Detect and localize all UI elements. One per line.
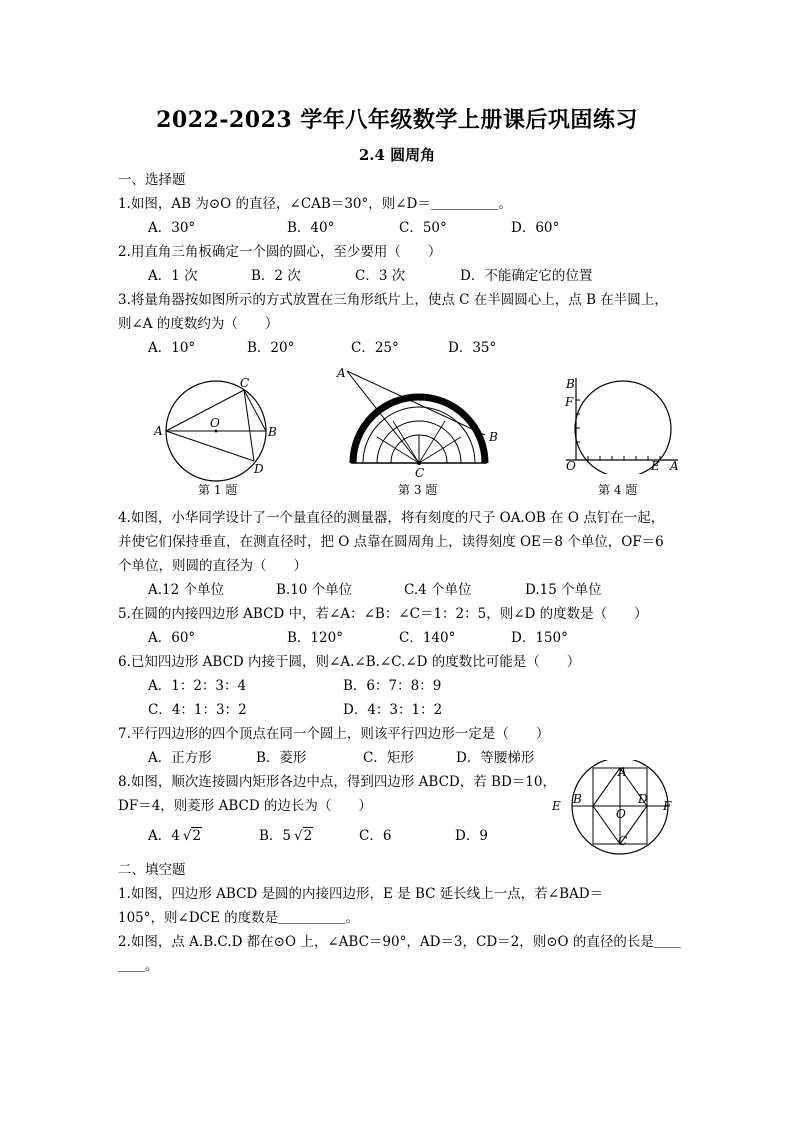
fill-question-2-line-1: 2.如图，点 A.B.C.D 都在⊙O 上，∠ABC＝90°，AD＝3，CD＝2，则⊙O 的直径的长是＿＿	[118, 934, 681, 950]
fig1-label-d: D	[254, 462, 264, 476]
section-heading-fill: 二、填空题	[118, 862, 186, 878]
q3-option-a: A．10°	[148, 340, 196, 356]
q2-option-c: C．3 次	[355, 268, 406, 284]
q3-option-d: D．35°	[448, 340, 497, 356]
fig1-label-b: B	[268, 425, 277, 439]
q8-option-c: C．6	[359, 828, 392, 844]
fig1-label-a: A	[154, 424, 163, 438]
fig4-label-o: O	[566, 459, 576, 473]
q5-option-c: C．140°	[399, 630, 456, 646]
q7-option-a: A．正方形	[148, 750, 212, 766]
q2-option-a: A．1 次	[148, 268, 198, 284]
fig3-label-b: B	[489, 430, 498, 444]
q5-option-a: A．60°	[148, 630, 196, 646]
q7-option-c: C．矩形	[363, 750, 414, 766]
figure-3-caption: 第 3 题	[398, 483, 438, 497]
fig8-label-d: D	[638, 792, 648, 806]
fig8-label-c: C	[618, 834, 628, 848]
fig1-label-o: O	[210, 416, 220, 430]
figure-8-rhombus-diagram	[548, 760, 678, 860]
q2-option-d: D．不能确定它的位置	[460, 268, 593, 284]
fig1-label-c: C	[240, 376, 250, 390]
q5-option-d: D．150°	[511, 630, 568, 646]
question-7: 7.平行四边形的四个顶点在同一个圆上，则该平行四边形一定是（ ）	[118, 726, 550, 742]
question-4-line-2: 并使它们保持垂直，在测直径时，把 O 点靠在圆周角上，读得刻度 OE＝8 个单位，OF＝6	[118, 534, 664, 550]
fill-question-2-line-2: ＿＿。	[118, 958, 159, 974]
q8-option-a-radicand: 2	[192, 828, 202, 844]
fig8-label-b: B	[573, 792, 582, 806]
fig4-label-b: B	[566, 377, 575, 391]
q1-option-d: D．60°	[511, 220, 560, 236]
figure-1-circle-diagram	[150, 375, 280, 485]
question-3-line-2: 则∠A 的度数约为（ ）	[118, 316, 279, 332]
q1-option-c: C．50°	[399, 220, 447, 236]
question-8-line-2: DF＝4，则菱形 ABCD 的边长为（ ）	[118, 798, 372, 814]
q4-option-c: C.4 个单位	[404, 582, 472, 598]
q5-option-b: B．120°	[287, 630, 343, 646]
q6-option-c: C．4：1：3：2	[148, 702, 247, 718]
q8-option-b-radicand: 2	[303, 828, 313, 844]
page-title: 2022-2023 学年八年级数学上册课后巩固练习	[156, 107, 638, 133]
fig4-label-a: A	[670, 459, 679, 473]
fig8-label-e: E	[552, 799, 561, 813]
fig3-label-a: A	[337, 366, 346, 380]
q4-option-d: D.15 个单位	[525, 582, 602, 598]
fig8-label-o: O	[616, 807, 626, 821]
question-8-line-1: 8.如图，顺次连接圆内矩形各边中点，得到四边形 ABCD，若 BD＝10，	[118, 774, 556, 790]
fill-question-1-line-2: 105°，则∠DCE 的度数是＿＿＿＿＿。	[118, 910, 360, 926]
q8-option-b: B．5 √2	[259, 828, 313, 844]
q2-option-b: B．2 次	[251, 268, 301, 284]
q3-option-b: B．20°	[247, 340, 295, 356]
q4-option-a: A.12 个单位	[148, 582, 225, 598]
page-subtitle: 2.4 圆周角	[358, 146, 436, 164]
fig3-label-c: C	[415, 466, 425, 480]
figure-1-caption: 第 1 题	[198, 483, 238, 497]
question-1: 1.如图，AB 为⊙O 的直径，∠CAB＝30°，则∠D＝＿＿＿＿＿。	[118, 196, 512, 212]
question-6: 6.已知四边形 ABCD 内接于圆，则∠A.∠B.∠C.∠D 的度数比可能是（ ）	[118, 654, 581, 670]
figure-4-caption: 第 4 题	[598, 483, 638, 497]
question-4-line-1: 4.如图，小华同学设计了一个量直径的测量器，将有刻度的尺子 OA.OB 在 O 点钉在一起，	[118, 510, 665, 526]
fig4-label-e: E	[651, 459, 660, 473]
q7-option-b: B．菱形	[256, 750, 307, 766]
fig8-label-f: F	[663, 799, 672, 813]
q6-option-a: A．1：2：3：4	[148, 678, 247, 694]
q1-option-b: B．40°	[287, 220, 335, 236]
fig4-label-f: F	[565, 395, 574, 409]
q8-option-d: D．9	[455, 828, 488, 844]
q6-option-b: B．6：7：8：9	[343, 678, 442, 694]
question-4-line-3: 个单位，则圆的直径为（ ）	[118, 558, 307, 574]
question-3-line-1: 3.将量角器按如图所示的方式放置在三角形纸片上，使点 C 在半圆圆心上，点 B 在半圆上，	[118, 292, 668, 308]
question-5: 5.在圆的内接四边形 ABCD 中，若∠A：∠B：∠C＝1：2：5，则∠D 的度数是（ ）	[118, 606, 648, 622]
fill-question-1-line-1: 1.如图，四边形 ABCD 是圆的内接四边形，E 是 BC 延长线上一点，若∠BAD＝	[118, 886, 604, 902]
question-2: 2.用直角三角板确定一个圆的圆心，至少要用（ ）	[118, 244, 442, 260]
q7-option-d: D．等腰梯形	[456, 750, 535, 766]
q6-option-d: D．4：3：1：2	[343, 702, 443, 718]
section-heading-choice: 一、选择题	[118, 172, 186, 188]
figure-3-protractor-diagram	[333, 365, 503, 480]
fig8-label-a: A	[618, 765, 627, 779]
q8-option-a: A．4 √2	[148, 828, 202, 844]
q4-option-b: B.10 个单位	[276, 582, 353, 598]
q1-option-a: A．30°	[148, 220, 196, 236]
figure-4-measurer-diagram	[560, 374, 690, 474]
q3-option-c: C．25°	[351, 340, 399, 356]
